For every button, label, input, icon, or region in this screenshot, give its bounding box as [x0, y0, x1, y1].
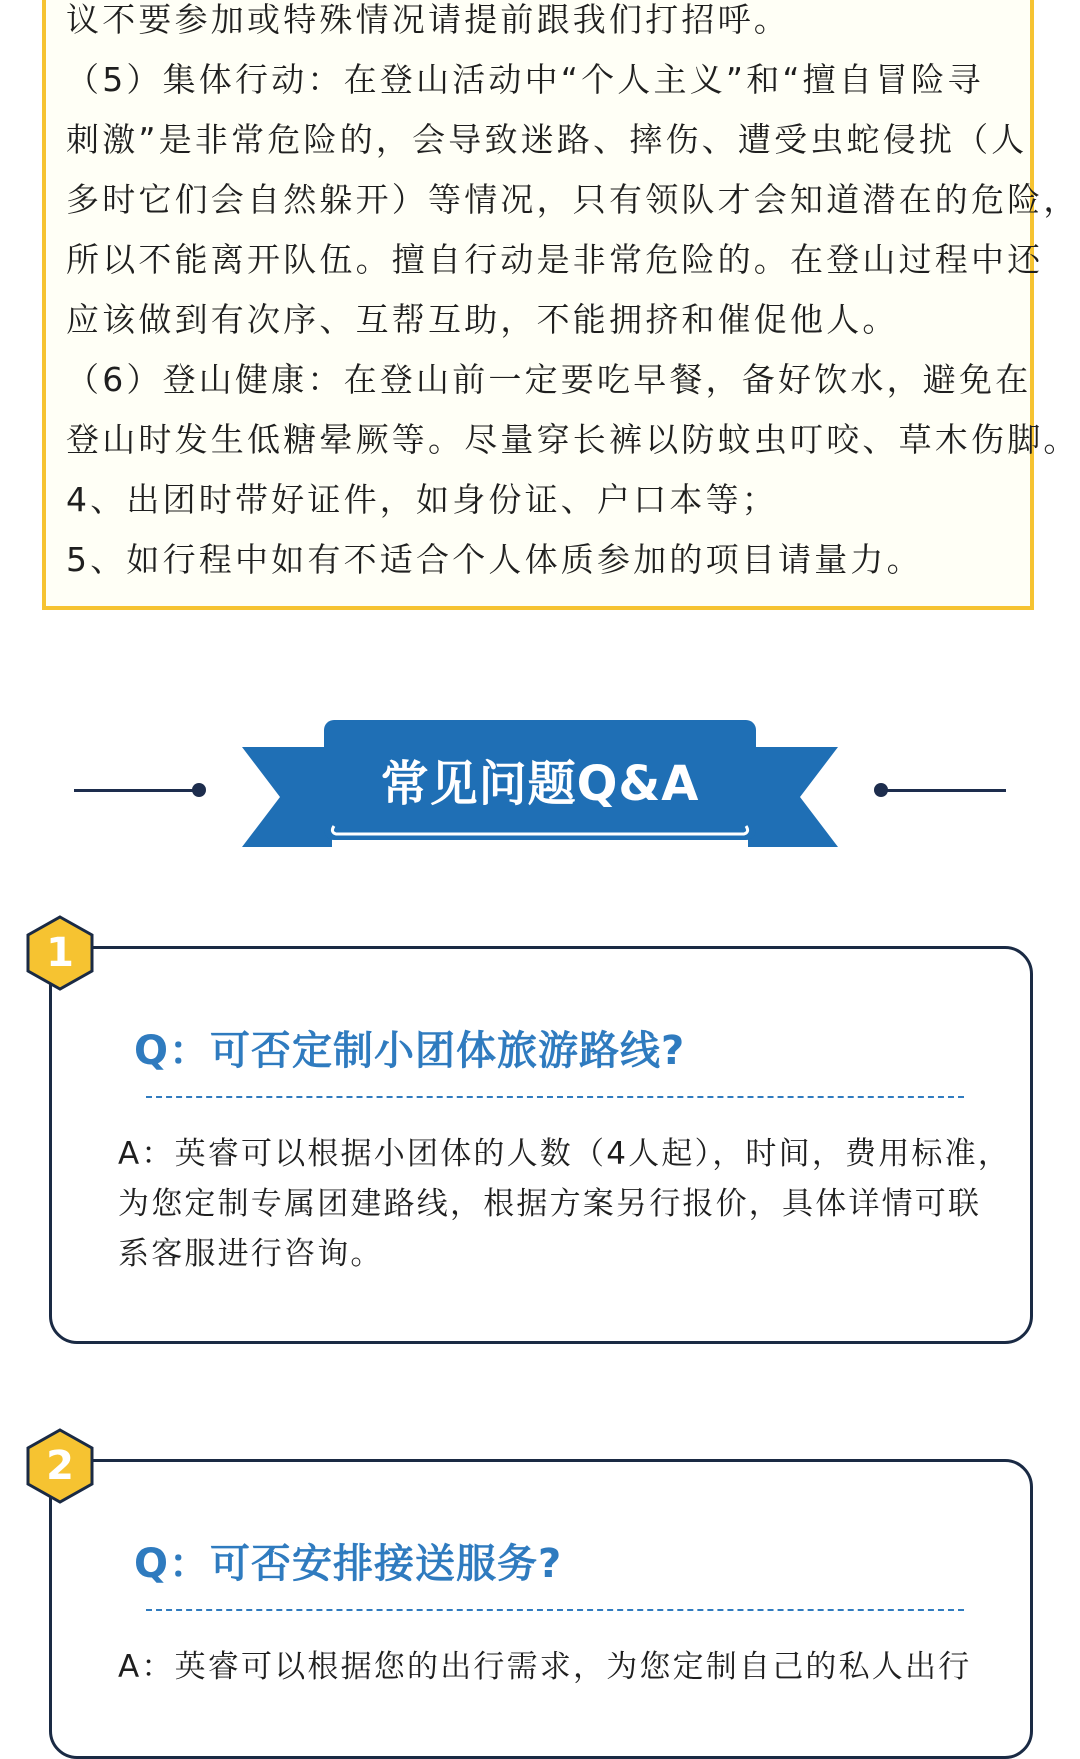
- notice-line: （6）登山健康：在登山前一定要吃早餐，备好饮水，避免在: [66, 360, 1032, 399]
- notice-line: 应该做到有次序、互帮互助，不能拥挤和催促他人。: [66, 300, 899, 339]
- section-title: 常见问题Q&A: [380, 756, 700, 812]
- faq-number-badge: [25, 1428, 95, 1508]
- faq-answer: [118, 1642, 1008, 1692]
- notice-text: [66, 0, 1080, 590]
- notice-line: 登山时发生低糖晕厥等。尽量穿长裤以防蚊虫叮咬、草木伤脚。: [66, 420, 1080, 459]
- notice-line: 刺激”是非常危险的，会导致迷路、摔伤、遭受虫蛇侵扰（人: [66, 120, 1028, 159]
- faq-card-1: [46, 930, 1033, 1344]
- faq-number: 1: [46, 930, 74, 976]
- notice-line: 多时它们会自然躲开）等情况，只有领队才会知道潜在的危险，: [66, 180, 1080, 219]
- faq-question: Q：可否安排接送服务?: [134, 1541, 563, 1587]
- notice-line: 4、出团时带好证件，如身份证、户口本等；: [66, 480, 778, 519]
- faq-question: Q：可否定制小团体旅游路线?: [134, 1028, 686, 1074]
- faq-answer-line: A：英睿可以根据您的出行需求，为您定制自己的私人出行: [118, 1649, 972, 1685]
- notice-line: 所以不能离开队伍。擅自行动是非常危险的。在登山过程中还: [66, 240, 1044, 279]
- dashed-divider: [146, 1096, 964, 1098]
- faq-card-2: [46, 1443, 1033, 1759]
- faq-answer: [118, 1129, 1012, 1279]
- faq-answer-line: 为您定制专属团建路线，根据方案另行报价，具体详情可联: [118, 1186, 982, 1222]
- faq-number: 2: [46, 1443, 74, 1489]
- ribbon-right-tail: [748, 747, 838, 847]
- faq-section-banner: [0, 700, 1080, 860]
- faq-answer-line: 系客服进行咨询。: [118, 1236, 384, 1272]
- notice-box: [42, 0, 1080, 610]
- notice-line: 议不要参加或特殊情况请提前跟我们打招呼。: [66, 0, 790, 39]
- ribbon-left-tail: [242, 747, 332, 847]
- dashed-divider: [146, 1609, 964, 1611]
- faq-number-badge: [25, 915, 95, 995]
- faq-answer-line: A：英睿可以根据小团体的人数（4人起），时间，费用标准，: [118, 1136, 1012, 1172]
- notice-line: （5）集体行动：在登山活动中“个人主义”和“擅自冒险寻: [66, 60, 984, 99]
- notice-line: 5、如行程中如有不适合个人体质参加的项目请量力。: [66, 540, 923, 579]
